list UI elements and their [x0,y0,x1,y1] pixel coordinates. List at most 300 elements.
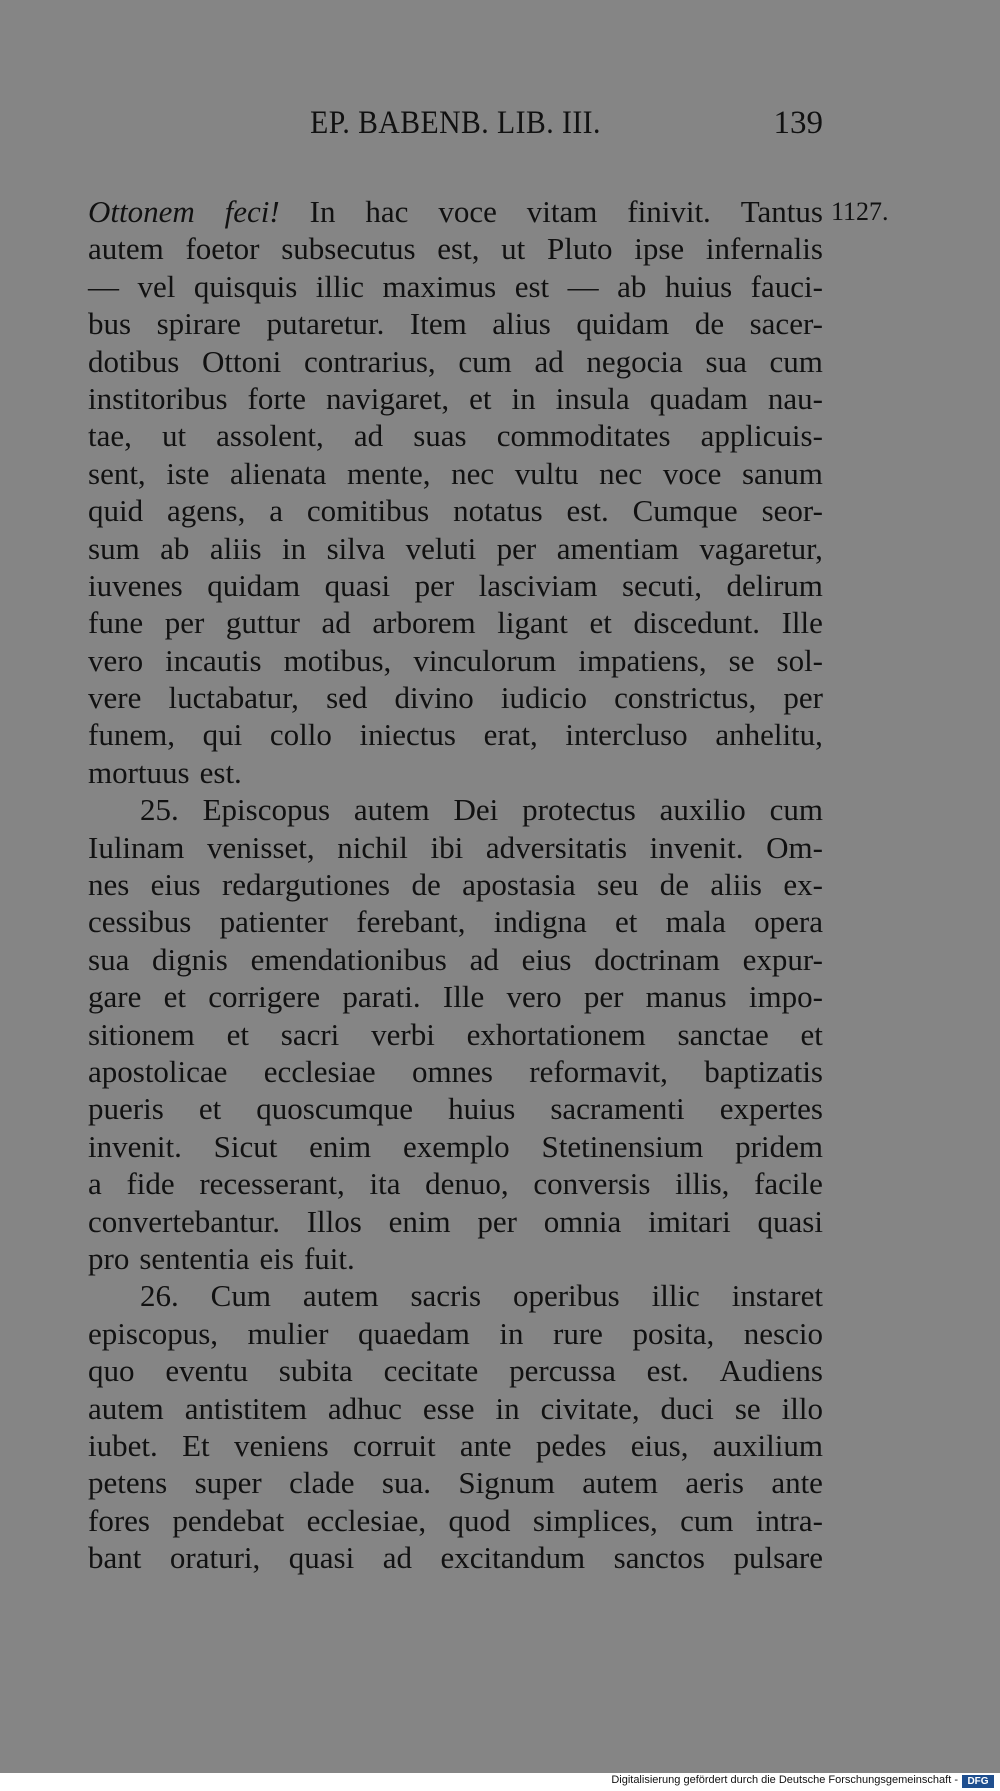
text-line [88,679,823,716]
word: lasciviam [478,567,598,603]
word: petens [88,1465,168,1501]
text-line [88,1203,823,1240]
word: emendationibus [250,941,447,977]
text-line [88,268,823,305]
word: vere [88,680,142,716]
word: voce [438,194,497,229]
word: de [659,867,689,903]
word: iudicio [500,680,588,716]
word: cum [680,1502,734,1538]
word: clade [289,1465,355,1501]
word: notatus [453,493,543,529]
word: negocia [586,343,683,379]
word: exhortationem [466,1016,646,1052]
word: illic [315,268,364,304]
word: ligant [497,605,568,641]
word: seor- [761,493,823,529]
word: fune [88,605,144,641]
word: de [411,867,441,903]
text-line [88,305,823,342]
word: illis, [675,1166,730,1202]
text-line [88,1315,823,1352]
word: ut [501,231,526,267]
text-line [88,941,823,978]
word: ad [469,941,499,977]
word: pulsare [733,1540,823,1576]
word: feci! [224,194,280,229]
word: Ille [781,605,823,641]
text-line [88,604,823,641]
word: huius [448,1091,516,1127]
word: nec [599,455,643,491]
word: sum [88,530,140,566]
word: iste [166,455,210,491]
word: ad [353,418,384,454]
word: eius [150,867,201,903]
word: Item [409,306,467,342]
word: autem [353,792,430,828]
word: excitandum [440,1540,586,1576]
word: posita, [632,1315,715,1351]
text-line [88,1240,823,1277]
word: sacramenti [550,1091,685,1127]
word: quaedam [357,1315,470,1351]
text-line [88,455,823,492]
word: mala [665,904,726,940]
word: et [615,904,638,940]
word: Om- [766,829,823,865]
word: baptizatis [704,1053,823,1089]
word: antistitem [184,1390,307,1426]
word: eis [259,1240,294,1276]
text-line [88,1128,823,1165]
word: et [198,1091,222,1127]
word: Ille [442,979,485,1015]
text-line [88,716,823,753]
word: eventu [165,1353,248,1389]
word: est, [437,231,480,267]
word: Et [182,1427,210,1463]
word: sua [88,941,130,977]
word: mente, [347,455,431,491]
word: subsecutus [281,231,416,267]
text-line [88,978,823,1015]
word: et [226,1016,249,1052]
word: a [88,1166,102,1202]
text-line [88,567,823,604]
page-header [88,105,823,155]
word: dotibus [88,343,180,379]
word: pueris [88,1091,164,1127]
word: sanctae [677,1016,769,1052]
word: vitam [526,194,598,229]
word: tae, [88,418,132,454]
word: doctrinam [594,941,720,977]
word: per [414,567,455,603]
text-line [88,380,823,417]
word: per [496,530,537,566]
text-line [88,1165,823,1202]
word: fide [126,1166,175,1202]
word: per [164,605,205,641]
word: vinculorum [413,642,557,678]
text-line [88,866,823,903]
word: contrarius, [303,343,436,379]
word: sent, [88,455,146,491]
word: auxilium [712,1427,823,1463]
word: quadam [649,380,748,416]
word: alienata [230,455,327,491]
word: Illos [306,1203,362,1239]
word: anhelitu, [715,717,823,753]
word: super [194,1465,262,1501]
word: fauci- [750,268,823,304]
word: hac [365,194,409,229]
word: divino [394,680,474,716]
word: sacri [280,1016,340,1052]
word: facile [754,1166,823,1202]
word: illo [781,1390,823,1426]
word: apostasia [462,867,576,903]
word: spirare [156,306,241,342]
text-line [88,343,823,380]
word: de [694,306,725,342]
word: rure [553,1315,603,1351]
word: — [567,268,599,304]
word: fuit. [303,1240,355,1276]
word: iniectus [359,717,456,753]
text-line [88,1464,823,1501]
word: venisset, [207,829,315,865]
word: veniens [233,1427,329,1463]
word: cessibus [88,904,192,940]
word: bant [88,1540,142,1576]
word: Tantus [740,194,823,229]
word: adversitatis [485,829,628,865]
word: Sicut [213,1128,278,1164]
word: quid [88,493,144,529]
text-line [88,1502,823,1539]
word: autem [88,1390,164,1426]
word: incautis [165,642,262,678]
word: in [511,380,536,416]
text-line [88,642,823,679]
word: qui [202,717,243,753]
text-line [88,1427,823,1464]
word: Dei [453,792,499,828]
word: verbi [371,1016,435,1052]
word: quod [448,1502,511,1538]
word: est. [566,493,609,529]
word: a [269,493,284,529]
word: insula [555,380,630,416]
word: et [163,979,186,1015]
word: sua [705,343,747,379]
word: expertes [719,1091,823,1127]
word: ad [382,1540,413,1576]
word: expur- [742,941,823,977]
word: operibus [512,1278,620,1314]
word: redargutiones [221,867,391,903]
running-title: EP. BABENB. LIB. III. [310,105,601,141]
text-line [88,1539,823,1576]
word: ecclesiae [263,1053,376,1089]
word: Audiens [719,1353,823,1389]
word: nichil [337,829,408,865]
word: per [477,1203,518,1239]
word: enim [388,1203,451,1239]
word: quo [88,1353,135,1389]
word: sol- [776,642,823,678]
word: seu [597,867,639,903]
word: eius [521,941,572,977]
word: aliis [209,530,262,566]
word: assolent, [216,418,324,454]
page-number: 139 [773,105,823,141]
word: opera [754,904,823,940]
word: iuvenes [88,567,183,603]
word: sacris [410,1278,482,1314]
word: collo [269,717,332,753]
word: sed [326,680,368,716]
word: ecclesiae, [306,1502,427,1538]
text-line [88,903,823,940]
word: huius [664,268,733,304]
footer-bar [0,1773,1000,1791]
word: eius, [630,1427,689,1463]
word: ante [771,1465,823,1501]
word: indigna [493,904,587,940]
word: Ottoni [202,343,282,379]
word: invenit. [88,1128,182,1164]
word: intercluso [565,717,688,753]
word: foetor [185,231,260,267]
word: aliis [710,867,762,903]
word: erat, [483,717,538,753]
word: cum [769,792,823,828]
word: sitionem [88,1016,195,1052]
word: auxilio [659,792,746,828]
text-line [88,1090,823,1127]
word: vero [506,979,562,1015]
word: est. [646,1353,689,1389]
word: applicuis- [700,418,823,454]
word: navigaret, [326,380,450,416]
word: denuo, [425,1166,509,1202]
word: convertebantur. [88,1203,280,1239]
word: exemplo [402,1128,510,1164]
word: nescio [743,1315,823,1351]
word: patienter [219,904,329,940]
word: quasi [324,567,391,603]
word: nes [88,867,130,903]
word: mulier [247,1315,329,1351]
word: Stetinensium [541,1128,704,1164]
word: discedunt. [633,605,760,641]
word: pendebat [172,1502,285,1538]
word: simplices, [532,1502,658,1538]
word: nec [451,455,495,491]
word: sanum [741,455,823,491]
word: dignis [152,941,228,977]
word: cum [458,343,512,379]
text-line [88,492,823,529]
word: suas [413,418,467,454]
word: reformavit, [529,1053,668,1089]
word: quidam [207,567,301,603]
word: institoribus [88,380,228,416]
word: ad [321,605,351,641]
word: se [728,642,755,678]
text-line [88,530,823,567]
word: ferebant, [356,904,466,940]
word: in [281,530,307,566]
word: recesserant, [199,1166,345,1202]
word: pridem [735,1128,823,1164]
footer-credit-text: Digitalisierung gefördert durch die Deutsche Forschungsgemeinschaft - [611,1774,958,1786]
word: Cum [210,1278,271,1314]
word: adhuc [327,1390,402,1426]
word: vagaretur, [699,530,823,566]
word: in [499,1315,524,1351]
word: guttur [225,605,300,641]
word: iubet. [88,1427,158,1463]
word: amentiam [556,530,679,566]
word: funem, [88,717,175,753]
word: silva [326,530,386,566]
body-text [88,193,823,1576]
word: est [514,268,550,304]
word: instaret [731,1278,823,1314]
word: Episcopus [202,792,331,828]
word: alius [492,306,551,342]
word: ad [534,343,564,379]
word: in [495,1390,520,1426]
word: voce [662,455,722,491]
word: ut [161,418,187,454]
word: sua. [381,1465,431,1501]
word: ex- [783,867,823,903]
word: In [309,194,336,229]
word: omnia [543,1203,622,1239]
word: et [469,380,492,416]
word: ita [369,1166,401,1202]
text-line [88,193,823,230]
word: se [734,1390,761,1426]
word: 25. [140,792,179,828]
word: impo- [748,979,823,1015]
word: ante [459,1427,512,1463]
word: — [88,268,119,304]
word: arborem [372,605,476,641]
word: illic [651,1278,700,1314]
word: conversis [533,1166,651,1202]
text-line [88,1390,823,1427]
word: protectus [522,792,636,828]
word: esse [422,1390,475,1426]
text-line [88,1277,823,1314]
word: est. [199,754,242,790]
word: Pluto [547,231,613,267]
word: maximus [382,268,497,304]
word: secuti, [621,567,703,603]
word: impatiens, [578,642,707,678]
word: episcopus, [88,1315,219,1351]
word: quidam [576,306,670,342]
word: invenit. [649,829,744,865]
word: agens, [167,493,246,529]
word: duci [660,1390,714,1426]
word: sententia [139,1240,250,1276]
word: 26. [140,1278,179,1314]
word: enim [309,1128,372,1164]
word: aeris [685,1465,744,1501]
word: ab [617,268,647,304]
word: comitibus [306,493,430,529]
word: nau- [767,380,823,416]
word: commoditates [496,418,671,454]
word: autem [88,231,164,267]
word: ibi [430,829,464,865]
word: pro [88,1240,130,1276]
word: percussa [509,1353,616,1389]
word: sanctos [613,1540,705,1576]
word: quasi [288,1540,355,1576]
word: subita [278,1353,353,1389]
word: ipse [634,231,685,267]
text-line [88,791,823,828]
word: Ottonem [88,194,195,229]
text-line [88,829,823,866]
word: per [783,680,823,716]
text-line [88,1016,823,1053]
word: gare [88,979,142,1015]
word: vultu [514,455,579,491]
word: finivit. [627,194,711,229]
word: cecitate [383,1353,479,1389]
word: oraturi, [169,1540,261,1576]
word: cum [769,343,823,379]
word: autem [582,1465,658,1501]
word: omnes [412,1053,493,1089]
word: autem [302,1278,379,1314]
text-line [88,230,823,267]
word: delirum [726,567,823,603]
word: quisquis [193,268,298,304]
text-line [88,1053,823,1090]
word: pedes [535,1427,607,1463]
word: Cumque [632,493,738,529]
word: per [583,979,624,1015]
text-line [88,1352,823,1389]
word: motibus, [283,642,392,678]
word: vero [88,642,144,678]
word: fores [88,1502,150,1538]
word: putaretur. [266,306,385,342]
word: intra- [755,1502,823,1538]
word: apostolicae [88,1053,228,1089]
word: quoscumque [256,1091,413,1127]
word: forte [247,380,307,416]
word: ab [160,530,190,566]
word: luctabatur, [168,680,299,716]
word: veluti [405,530,477,566]
word: civitate, [540,1390,640,1426]
text-line [88,417,823,454]
word: corrigere [208,979,321,1015]
word: constrictus, [614,680,757,716]
word: vel [137,268,176,304]
